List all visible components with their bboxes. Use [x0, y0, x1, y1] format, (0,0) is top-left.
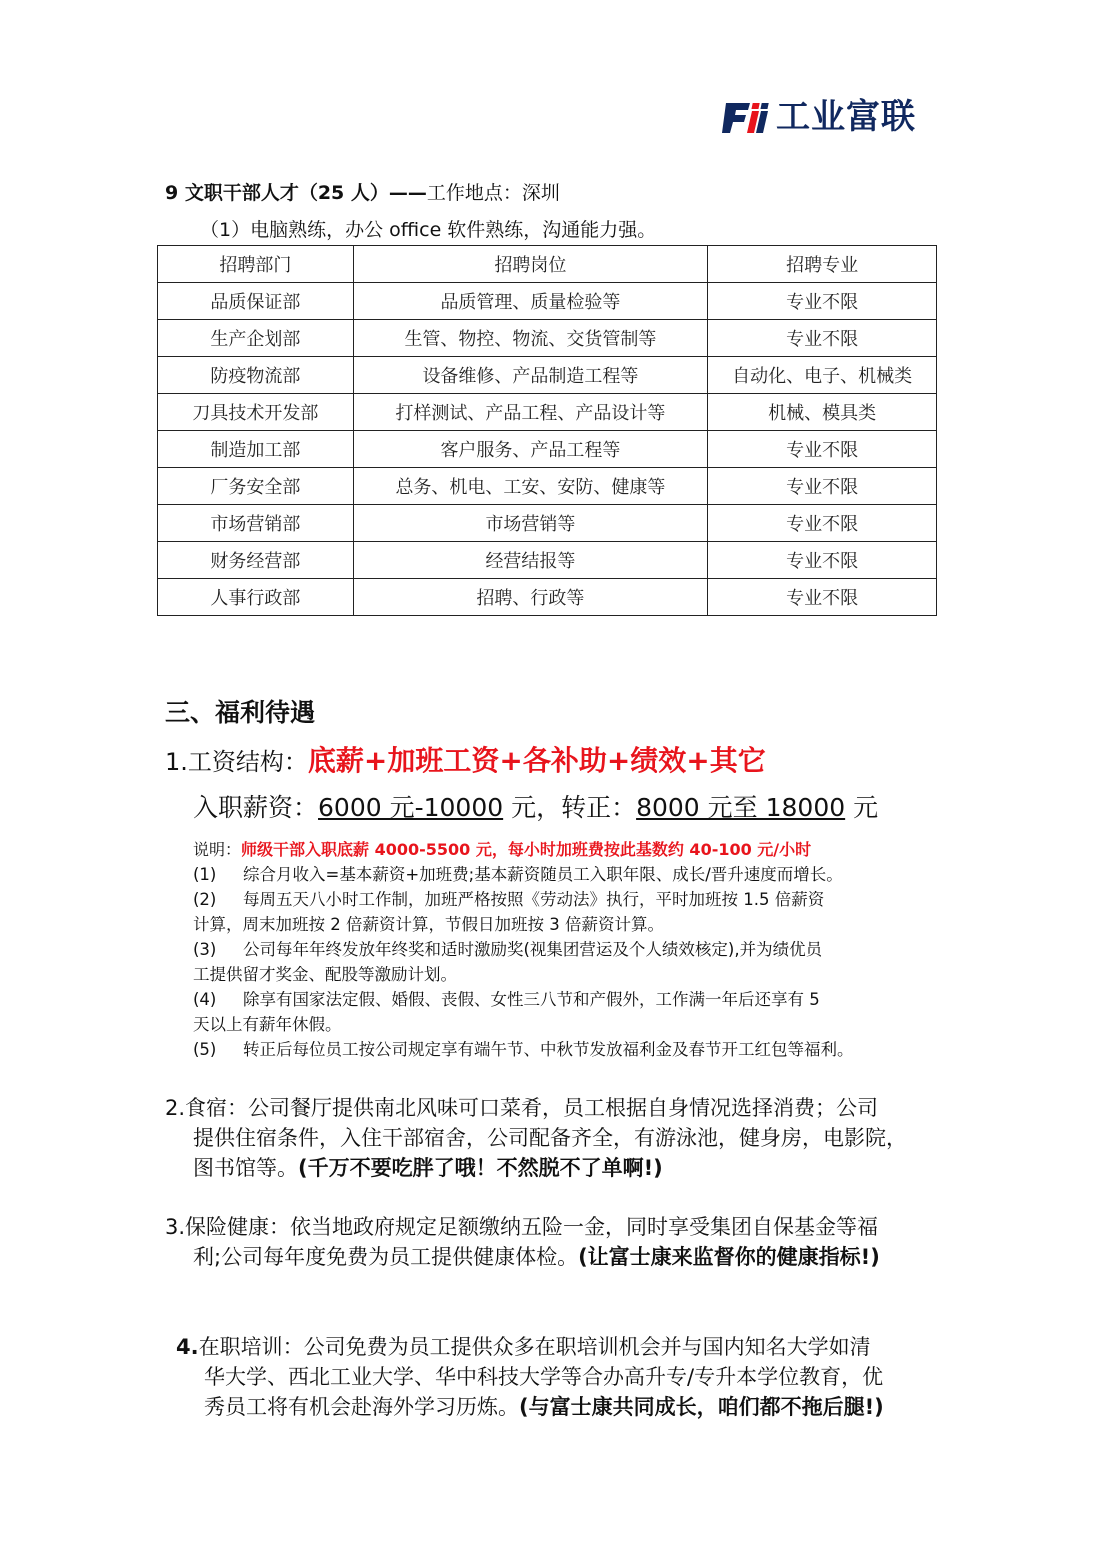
pay-mid: 元，转正：	[503, 793, 637, 822]
header-position: 招聘岗位	[353, 246, 708, 283]
training-line-2: 华大学、西北工业大学、华中科技大学等合办高升专/专升本学位教育，优	[204, 1365, 884, 1389]
training-paragraph	[176, 1332, 946, 1422]
food-accommodation-paragraph	[165, 1093, 945, 1183]
item-text: 综合月收入=基本薪资+加班费;基本薪资随员工入职年限、成长/晋升速度而增长。	[243, 865, 843, 884]
insurance-line-1: 3.保险健康：依当地政府规定足额缴纳五险一金，同时享受集团自保基金等福	[165, 1215, 879, 1239]
cell-department: 刀具技术开发部	[158, 394, 354, 431]
note-text: 师级干部入职底薪 4000-5500 元，每小时加班费按此基数约 40-100 元/小时	[241, 840, 812, 859]
food-line-3-wrap	[165, 1153, 945, 1183]
list-item	[193, 862, 953, 887]
list-item	[193, 937, 953, 987]
table-row	[158, 505, 937, 542]
food-remark: (千万不要吃胖了哦！不然脱不了单啊!)	[298, 1156, 663, 1180]
requirement-text: （1）电脑熟练，办公 office 软件熟练，沟通能力强。	[200, 219, 657, 241]
table-row	[158, 357, 937, 394]
food-line-1: 2.食宿：公司餐厅提供南北风味可口菜肴，员工根据自身情况选择消费；公司	[165, 1096, 879, 1120]
logo-text: 工业富联	[776, 97, 916, 137]
salary-structure: 底薪+加班工资+各补助+绩效+其它	[307, 744, 766, 777]
table-row	[158, 283, 937, 320]
section-title	[165, 180, 560, 206]
company-logo	[720, 97, 930, 139]
salary-items	[193, 862, 953, 1062]
cell-position: 设备维修、产品制造工程等	[353, 357, 708, 394]
cell-position: 招聘、行政等	[353, 579, 708, 616]
cell-major: 专业不限	[708, 283, 937, 320]
cell-department: 制造加工部	[158, 431, 354, 468]
entry-pay: 6000 元-10000	[318, 793, 504, 822]
cell-department: 厂务安全部	[158, 468, 354, 505]
cell-department: 品质保证部	[158, 283, 354, 320]
benefits-heading: 三、福利待遇	[165, 698, 316, 727]
salary-structure-line	[165, 742, 766, 781]
cell-major: 专业不限	[708, 505, 937, 542]
cell-department: 市场营销部	[158, 505, 354, 542]
item-number: (4)	[193, 990, 217, 1009]
insurance-line-2-wrap	[165, 1242, 945, 1272]
item-number: (1)	[193, 865, 217, 884]
fii-logo-mark	[720, 97, 774, 137]
item-text-cont: 工提供留才奖金、配股等激励计划。	[193, 965, 457, 984]
cell-major: 专业不限	[708, 542, 937, 579]
cell-department: 人事行政部	[158, 579, 354, 616]
cell-major: 机械、模具类	[708, 394, 937, 431]
list-item	[193, 887, 953, 937]
table-row	[158, 394, 937, 431]
work-location: 工作地点：深圳	[426, 182, 560, 204]
table-row	[158, 468, 937, 505]
list-item	[193, 987, 953, 1037]
insurance-line-2: 利;公司每年度免费为员工提供健康体检。	[193, 1245, 579, 1269]
training-line-3: 秀员工将有机会赴海外学习历炼。	[204, 1395, 519, 1419]
header-major: 招聘专业	[708, 246, 937, 283]
item-number: (2)	[193, 890, 217, 909]
header-department: 招聘部门	[158, 246, 354, 283]
regular-pay: 8000 元至 18000	[636, 793, 846, 822]
food-line-2: 提供住宿条件，入住干部宿舍，公司配备齐全，有游泳池，健身房，电影院，	[193, 1126, 907, 1150]
training-line-3-wrap	[176, 1392, 946, 1422]
cell-department: 生产企划部	[158, 320, 354, 357]
insurance-paragraph	[165, 1212, 945, 1272]
item-number: (3)	[193, 940, 217, 959]
table-row	[158, 542, 937, 579]
cell-major: 自动化、电子、机械类	[708, 357, 937, 394]
table-row	[158, 320, 937, 357]
cell-major: 专业不限	[708, 579, 937, 616]
table-header-row	[158, 246, 937, 283]
training-remark: (与富士康共同成长，咱们都不拖后腿!)	[519, 1395, 884, 1419]
item-text-cont: 天以上有薪年休假。	[193, 1015, 342, 1034]
training-line-1-wrap	[176, 1332, 946, 1362]
item-text: 每周五天八小时工作制，加班严格按照《劳动法》执行，平时加班按 1.5 倍薪资	[243, 890, 825, 909]
pay-prefix: 入职薪资：	[193, 793, 319, 822]
table-row	[158, 431, 937, 468]
salary-note	[193, 839, 811, 861]
insurance-remark: (让富士康来监督你的健康指标!)	[578, 1245, 880, 1269]
cell-position: 打样测试、产品工程、产品设计等	[353, 394, 708, 431]
cell-position: 经营结报等	[353, 542, 708, 579]
cell-department: 财务经营部	[158, 542, 354, 579]
recruitment-table	[157, 245, 937, 616]
list-item	[193, 1037, 953, 1062]
item-number: (5)	[193, 1040, 217, 1059]
item-text: 除享有国家法定假、婚假、丧假、女性三八节和产假外，工作满一年后还享有 5	[243, 990, 820, 1009]
cell-position: 生管、物控、物流、交货管制等	[353, 320, 708, 357]
cell-position: 客户服务、产品工程等	[353, 431, 708, 468]
salary-label: 1.工资结构：	[165, 748, 308, 776]
training-number: 4.	[176, 1335, 199, 1359]
cell-major: 专业不限	[708, 468, 937, 505]
pay-suffix: 元	[845, 793, 879, 822]
item-text-cont: 计算，周末加班按 2 倍薪资计算，节假日加班按 3 倍薪资计算。	[193, 915, 664, 934]
cell-major: 专业不限	[708, 431, 937, 468]
table-row	[158, 579, 937, 616]
pay-line	[193, 790, 878, 826]
item-text: 转正后每位员工按公司规定享有端午节、中秋节发放福利金及春节开工红包等福利。	[243, 1040, 854, 1059]
note-label: 说明：	[193, 840, 242, 859]
cell-department: 防疫物流部	[158, 357, 354, 394]
item-text: 公司每年年终发放年终奖和适时激励奖(视集团营运及个人绩效核定),并为绩优员	[243, 940, 823, 959]
food-line-3: 图书馆等。	[193, 1156, 298, 1180]
section-title-bold: 9 文职干部人才（25 人）——	[165, 182, 427, 204]
training-line-1: 在职培训：公司免费为员工提供众多在职培训机会并与国内知名大学如清	[198, 1335, 871, 1359]
cell-position: 品质管理、质量检验等	[353, 283, 708, 320]
cell-position: 市场营销等	[353, 505, 708, 542]
cell-major: 专业不限	[708, 320, 937, 357]
cell-position: 总务、机电、工安、安防、健康等	[353, 468, 708, 505]
